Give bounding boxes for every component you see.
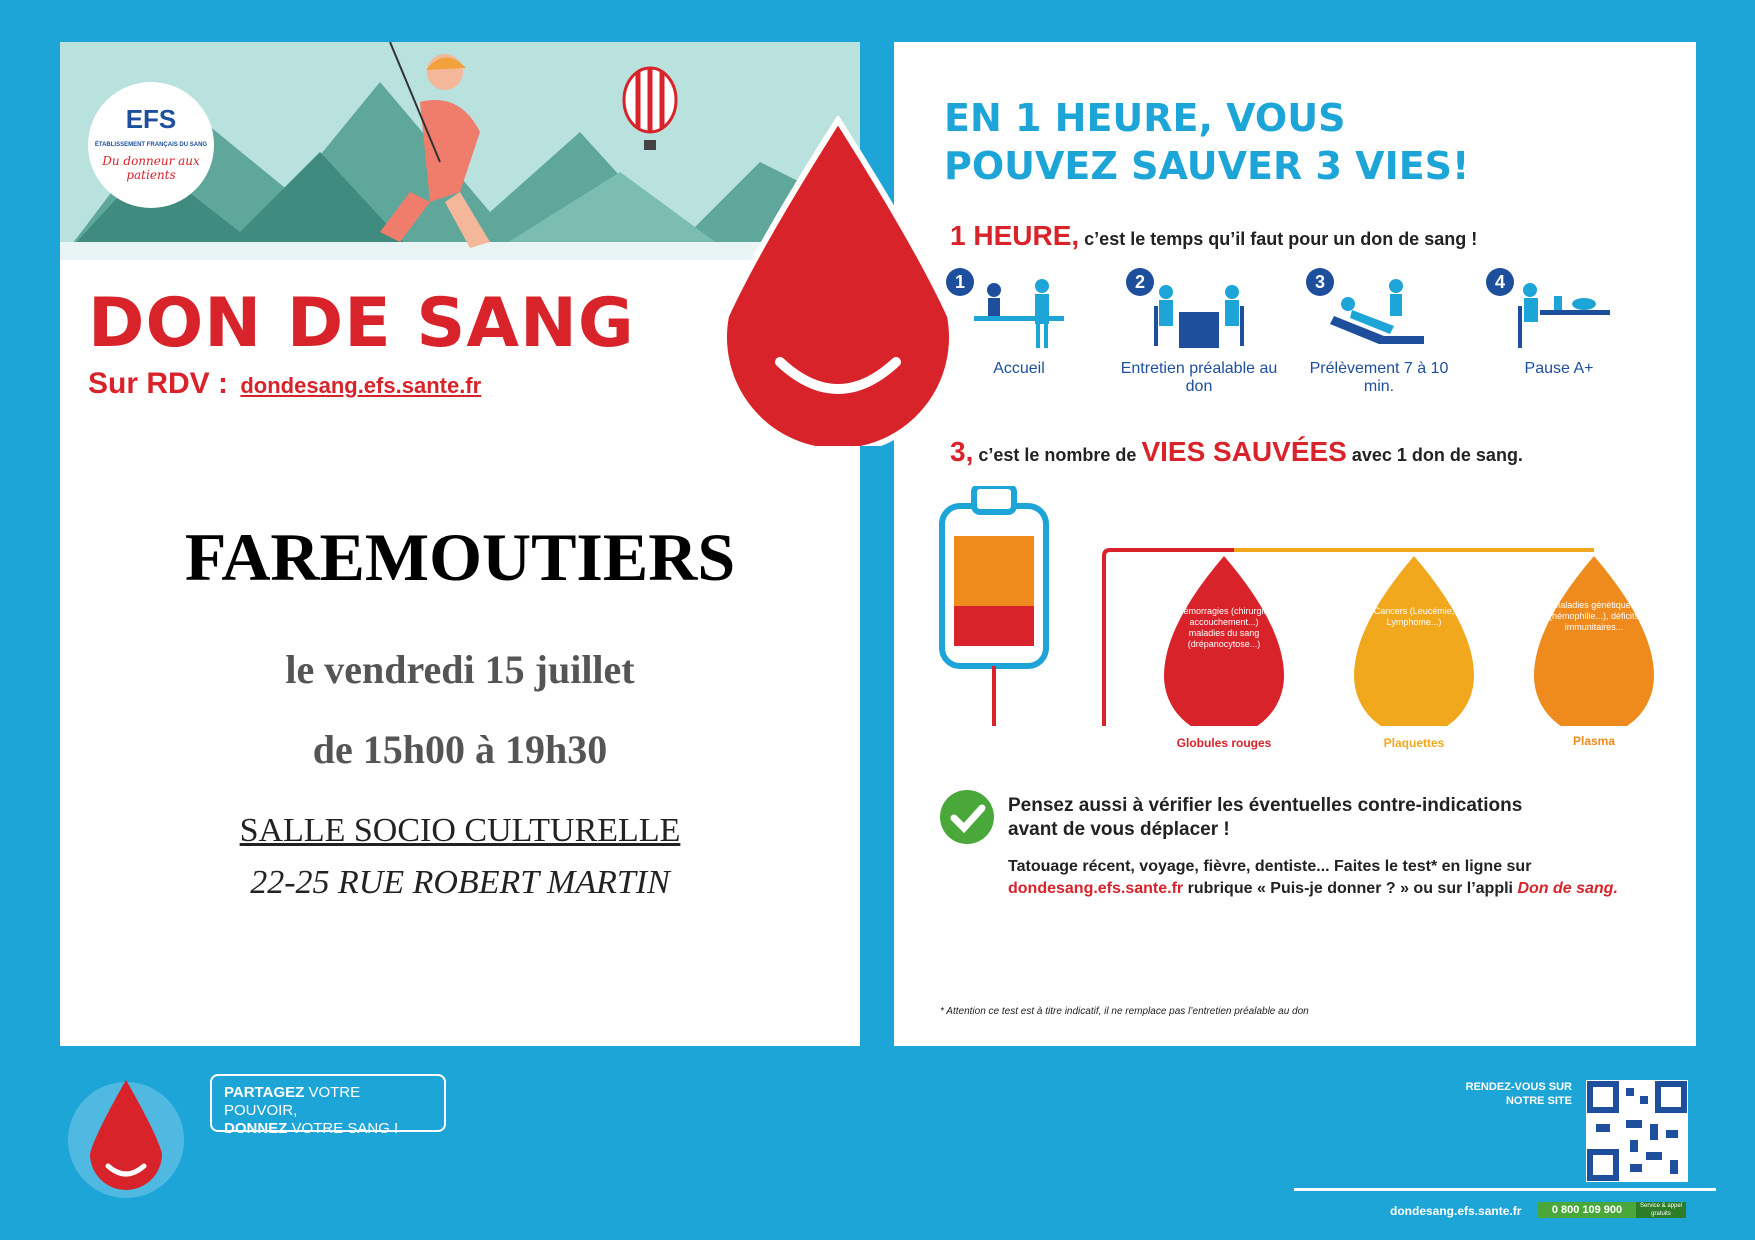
visit-site-text: RENDEZ-VOUS SUR NOTRE SITE: [1465, 1081, 1572, 1107]
efs-logo-sub: ÉTABLISSEMENT FRANÇAIS DU SANG: [94, 142, 208, 148]
right-infographic: [894, 42, 1696, 1046]
step-label: Pause A+: [1524, 360, 1594, 377]
drop-text-yellow: Cancers (Leucémie, Lymphome...): [1373, 606, 1455, 627]
step-label: Prélèvement 7 à 10 min.: [1309, 360, 1449, 395]
step-number: 1: [946, 268, 974, 296]
slogan-line-2: [224, 1120, 432, 1138]
hour-rest: c’est le temps qu’il faut pour un don de sang !: [1084, 229, 1478, 249]
warning-text: [1008, 794, 1522, 842]
slogan-line-1: [224, 1084, 432, 1120]
collection-icon: [1324, 276, 1434, 356]
event-time: de 15h00 à 19h30: [312, 727, 608, 772]
info-app: Don de sang.: [1517, 880, 1618, 897]
interview-icon: [1144, 276, 1254, 356]
small-blood-drop-icon: [66, 1070, 186, 1200]
info-url[interactable]: dondesang.efs.sante.fr: [1008, 880, 1184, 897]
hour-line: [950, 220, 1477, 252]
step-number: 2: [1126, 268, 1154, 296]
drop-label-orange: Plasma: [1572, 734, 1616, 748]
slogan-strong-2: DONNEZ: [224, 1120, 288, 1137]
efs-logo: [88, 82, 214, 208]
info-line-1: Tatouage récent, voyage, fièvre, dentiste... Faites le test* en ligne sur: [1008, 858, 1532, 875]
drop-label-red: Globules rouges: [1176, 736, 1272, 750]
rdv-label: Sur RDV :: [88, 367, 229, 400]
event-place: SALLE SOCIO CULTURELLE: [239, 812, 681, 849]
lives-post: avec 1 don de sang.: [1351, 445, 1523, 465]
slogan-rest-1: VOTRE POUVOIR,: [224, 1084, 361, 1119]
info-rest: rubrique « Puis-je donner ? » ou sur l’appli: [1187, 880, 1513, 897]
lives-strong: VIES SAUVÉES: [1141, 436, 1347, 467]
info-text: [1008, 856, 1618, 900]
lives-num: 3,: [950, 436, 974, 467]
step-label: Entretien préalable au don: [1120, 360, 1278, 395]
rdv-line: [88, 367, 481, 401]
warning-line-1: Pensez aussi à vérifier les éventuelles contre-indications: [1008, 795, 1523, 816]
footnote: * Attention ce test est à titre indicatif, il ne remplace pas l’entretien préalable au don: [940, 1006, 1309, 1017]
qr-code[interactable]: [1586, 1080, 1688, 1182]
check-icon: [940, 790, 994, 844]
lives-pre: c’est le nombre de: [978, 445, 1137, 465]
rdv-link[interactable]: dondesang.efs.sante.fr: [240, 373, 482, 398]
efs-logo-text: EFS: [125, 104, 177, 134]
slogan-bubble: [210, 1074, 446, 1137]
blood-flow-diagram: [934, 486, 1654, 750]
slogan-strong-1: PARTAGEZ: [224, 1084, 305, 1101]
city-name: FAREMOUTIERS: [184, 519, 736, 595]
blood-drop-icon: [718, 116, 958, 446]
step-number: 3: [1306, 268, 1334, 296]
drop-text-red: Hémorragies (chirurgie, accouchement...) maladies du sang (drépanocytose...): [1176, 606, 1272, 649]
warning-line-2: avant de vous déplacer !: [1008, 819, 1230, 840]
break-icon: [1504, 276, 1614, 356]
info-heading: [944, 94, 1469, 190]
phone-note: Service & appel gratuits: [1636, 1202, 1686, 1218]
info-heading-line-2: POUVEZ SAUVER 3 VIES!: [944, 144, 1470, 188]
step-number: 4: [1486, 268, 1514, 296]
info-heading-line-1: EN 1 HEURE, VOUS: [944, 96, 1346, 140]
hour-strong: 1 HEURE,: [950, 220, 1080, 251]
lives-line: [950, 436, 1523, 468]
footer-url[interactable]: dondesang.efs.sante.fr: [1390, 1204, 1522, 1218]
drop-text-orange: Maladies génétiques (hémophilie...), déficits immunitaires...: [1548, 600, 1640, 632]
step-label: Accueil: [993, 360, 1045, 377]
footer-divider: [1294, 1188, 1716, 1191]
drop-label-yellow: Plaquettes: [1383, 736, 1445, 750]
phone-number: 0 800 109 900: [1538, 1202, 1636, 1218]
welcome-icon: [964, 276, 1074, 356]
event-date: le vendredi 15 juillet: [285, 647, 635, 692]
event-address: 22-25 RUE ROBERT MARTIN: [250, 864, 670, 901]
efs-logo-tagline: Du donneur aux patients: [102, 154, 200, 182]
info-line-2: [1008, 878, 1618, 900]
poster-title: DON DE SANG: [88, 284, 635, 363]
slogan-rest-2: VOTRE SANG !: [291, 1120, 399, 1137]
